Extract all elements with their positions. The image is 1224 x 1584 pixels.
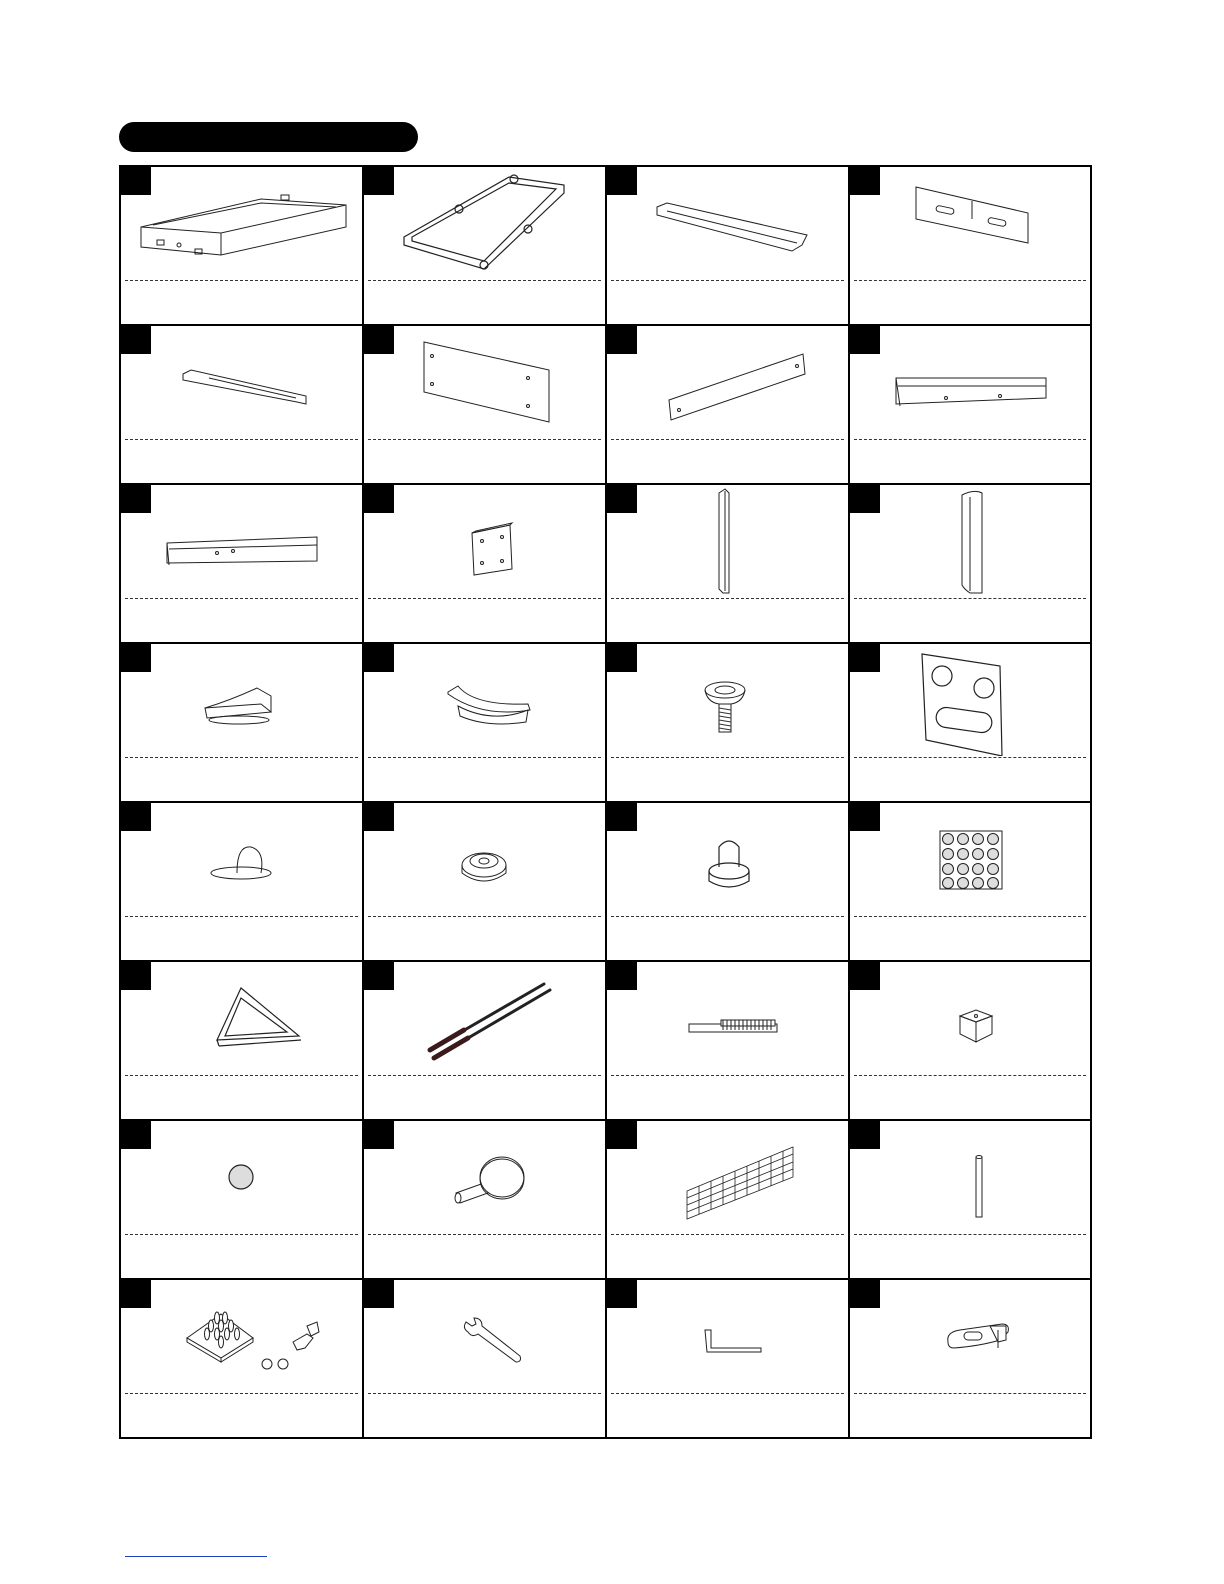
part-cell xyxy=(607,962,850,1121)
divider xyxy=(368,1234,601,1235)
part-cell xyxy=(607,1121,850,1280)
parts-row xyxy=(121,326,1092,485)
table-frame-icon xyxy=(121,167,362,279)
mallet-icon xyxy=(607,803,848,915)
chalk-icon xyxy=(850,962,1091,1074)
part-cell xyxy=(850,1121,1092,1280)
divider xyxy=(854,439,1086,440)
divider xyxy=(611,439,844,440)
corner-post-icon xyxy=(607,485,848,597)
rod-icon xyxy=(850,1121,1091,1233)
divider xyxy=(854,1075,1086,1076)
divider xyxy=(368,598,601,599)
part-cell xyxy=(607,803,850,962)
parts-list-header xyxy=(119,122,418,152)
divider xyxy=(125,280,358,281)
parts-row xyxy=(121,644,1092,803)
divider xyxy=(611,280,844,281)
part-cell xyxy=(850,803,1092,962)
divider xyxy=(125,1234,358,1235)
divider xyxy=(125,439,358,440)
corner-cap-icon xyxy=(121,644,362,756)
part-cell xyxy=(607,1280,850,1439)
divider xyxy=(611,1234,844,1235)
divider xyxy=(611,1393,844,1394)
divider xyxy=(368,757,601,758)
part-cell xyxy=(364,644,607,803)
part-cell xyxy=(364,326,607,485)
parts-row xyxy=(121,803,1092,962)
divider xyxy=(368,916,601,917)
part-cell xyxy=(121,962,364,1121)
net-icon xyxy=(607,1121,848,1233)
parts-row xyxy=(121,167,1092,326)
part-cell xyxy=(850,485,1092,644)
round-pusher-icon xyxy=(364,803,605,915)
part-cell xyxy=(121,485,364,644)
divider xyxy=(854,1393,1086,1394)
rail-frame-icon xyxy=(364,167,605,279)
paddle-icon xyxy=(364,1121,605,1233)
part-cell xyxy=(364,167,607,326)
part-cell xyxy=(850,1280,1092,1439)
divider xyxy=(854,916,1086,917)
ping-pong-ball-icon xyxy=(121,1121,362,1233)
wrench-icon xyxy=(364,1280,605,1392)
part-cell xyxy=(607,167,850,326)
goal-plate-icon xyxy=(850,644,1091,756)
divider xyxy=(611,1075,844,1076)
parts-row xyxy=(121,962,1092,1121)
divider xyxy=(125,757,358,758)
part-cell xyxy=(364,962,607,1121)
divider xyxy=(854,598,1086,599)
part-cell xyxy=(607,326,850,485)
part-cell xyxy=(364,485,607,644)
part-cell xyxy=(850,644,1092,803)
divider xyxy=(368,1393,601,1394)
part-cell xyxy=(850,167,1092,326)
divider xyxy=(125,1393,358,1394)
net-clamp-icon xyxy=(850,1280,1091,1392)
part-cell xyxy=(121,326,364,485)
divider xyxy=(368,1075,601,1076)
leveler-screw-icon xyxy=(607,644,848,756)
part-cell xyxy=(850,326,1092,485)
divider xyxy=(125,916,358,917)
part-cell xyxy=(121,803,364,962)
divider xyxy=(611,757,844,758)
part-cell xyxy=(121,1121,364,1280)
divider xyxy=(611,598,844,599)
brush-icon xyxy=(607,962,848,1074)
divider xyxy=(125,598,358,599)
puck-icon xyxy=(121,803,362,915)
triangle-rack-icon xyxy=(121,962,362,1074)
part-cell xyxy=(121,167,364,326)
part-cell xyxy=(121,644,364,803)
ball-set-icon xyxy=(850,803,1091,915)
cue-sticks-icon xyxy=(364,962,605,1074)
part-cell xyxy=(850,962,1092,1121)
parts-row xyxy=(121,1280,1092,1439)
part-cell xyxy=(607,644,850,803)
allen-key-icon xyxy=(607,1280,848,1392)
flat-panel-icon xyxy=(364,326,605,438)
curved-post-icon xyxy=(850,485,1091,597)
divider xyxy=(611,916,844,917)
parts-row xyxy=(121,485,1092,644)
divider xyxy=(854,757,1086,758)
long-board-icon xyxy=(607,167,848,279)
divider xyxy=(125,1075,358,1076)
angle-rail-long-icon xyxy=(121,485,362,597)
part-cell xyxy=(121,1280,364,1439)
divider xyxy=(368,439,601,440)
bowling-set-icon xyxy=(121,1280,362,1392)
divider xyxy=(854,280,1086,281)
divider xyxy=(854,1234,1086,1235)
curved-cap-icon xyxy=(364,644,605,756)
side-rail-icon xyxy=(607,326,848,438)
part-cell xyxy=(364,1280,607,1439)
slotted-panel-icon xyxy=(850,167,1091,279)
part-cell xyxy=(607,485,850,644)
parts-row xyxy=(121,1121,1092,1280)
footer-link-underline[interactable] xyxy=(125,1556,267,1557)
square-plate-icon xyxy=(364,485,605,597)
short-board-icon xyxy=(121,326,362,438)
divider xyxy=(368,280,601,281)
part-cell xyxy=(364,1121,607,1280)
angle-rail-icon xyxy=(850,326,1091,438)
parts-grid xyxy=(119,165,1092,1439)
part-cell xyxy=(364,803,607,962)
